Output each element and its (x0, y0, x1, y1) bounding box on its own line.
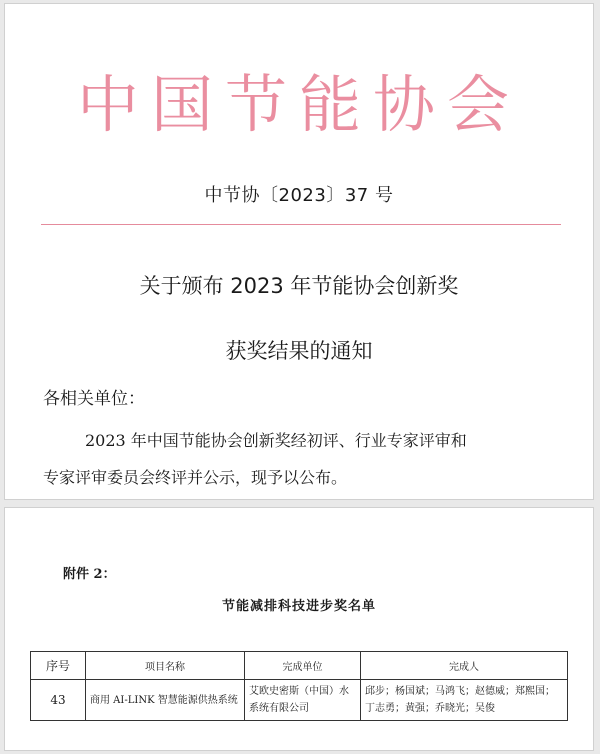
attachment-label: 附件 2： (63, 567, 116, 582)
attachment-page (4, 507, 594, 751)
body-paragraph-line-1: 2023 年中国节能协会创新奖经初评、行业专家评审和 (85, 431, 467, 450)
cell-project: 商用 AI-LINK 智慧能源供热系统 (86, 680, 245, 721)
cell-unit: 艾欧史密斯（中国）水系统有限公司 (245, 680, 361, 721)
column-header-people: 完成人 (361, 652, 568, 680)
header-divider (41, 224, 561, 225)
column-header-unit: 完成单位 (245, 652, 361, 680)
notice-title-line-2: 获奖结果的通知 (225, 339, 373, 363)
notice-page (4, 3, 594, 500)
notice-title-line-1: 关于颁布 2023 年节能协会创新奖 (139, 274, 459, 298)
column-header-number: 序号 (31, 652, 86, 680)
column-header-project: 项目名称 (86, 652, 245, 680)
cell-people (361, 680, 568, 721)
salutation: 各相关单位： (43, 389, 145, 409)
table-row (31, 680, 568, 721)
document-number: 中节协〔2023〕37 号 (204, 185, 394, 206)
award-list-title: 节能减排科技进步奖名单 (221, 599, 376, 614)
people-line-1: 邱步；杨国斌；马鸿飞；赵德威；郑熙国； (365, 686, 555, 697)
body-paragraph-line-2: 专家评审委员会终评并公示，现予以公布。 (43, 468, 348, 487)
people-line-2: 丁志勇；黄强；乔晓光；吴俊 (365, 703, 495, 714)
org-name-header: 中国节能协会 (76, 68, 521, 141)
award-table (30, 651, 568, 721)
cell-number: 43 (31, 680, 86, 721)
table-header-row (31, 652, 568, 680)
